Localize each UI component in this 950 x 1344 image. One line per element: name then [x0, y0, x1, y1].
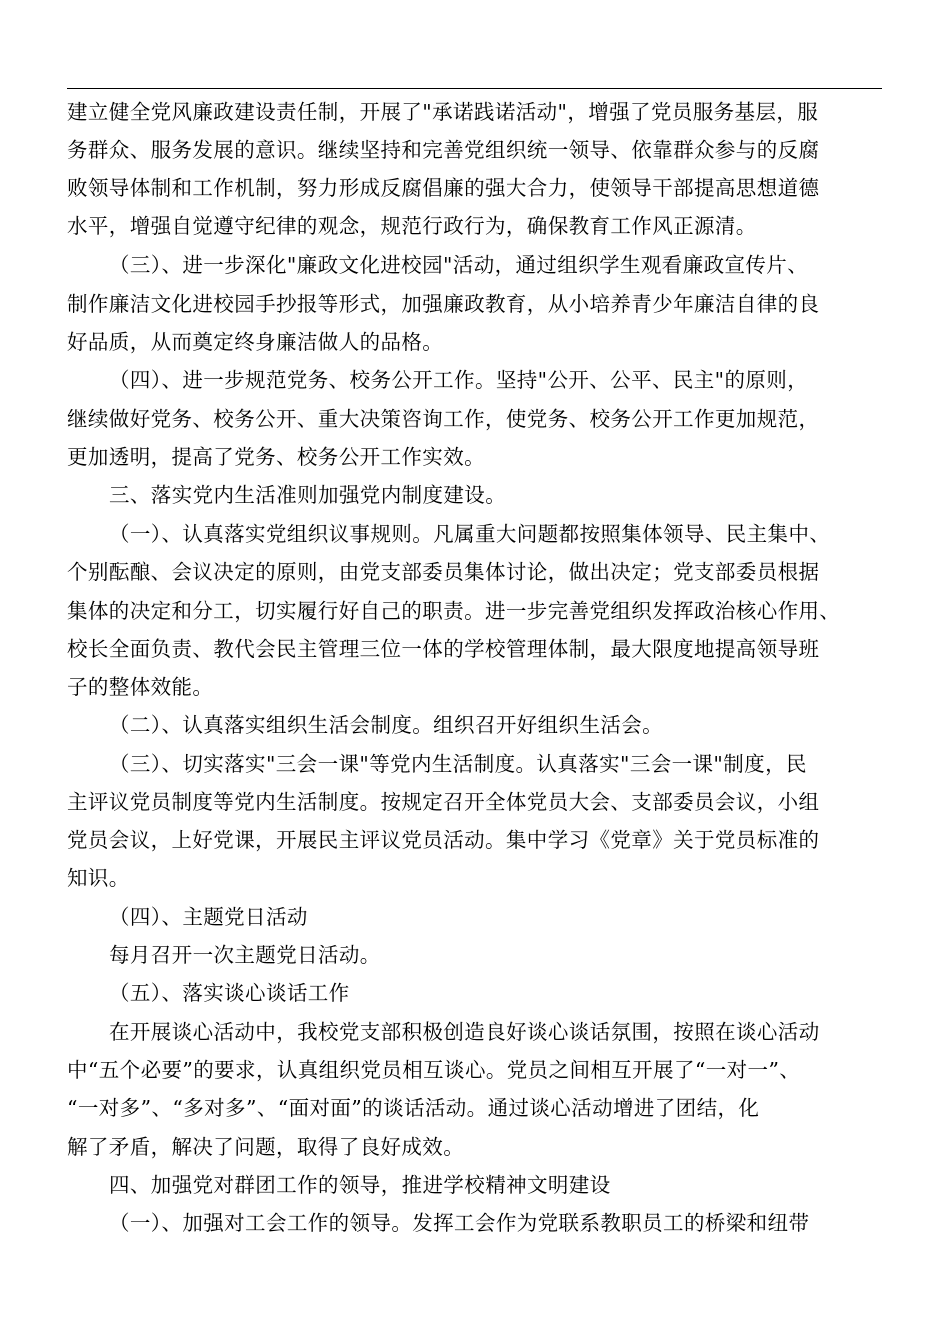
- paragraph-start-line: （三）、进一步深化"廉政文化进校园"活动，通过组织学生观看廉政宣传片、: [109, 253, 809, 277]
- paragraph-start-line: 在开展谈心活动中，我校党支部积极创造良好谈心谈话氛围，按照在谈心活动: [109, 1020, 820, 1044]
- text-line: 子的整体效能。: [67, 675, 214, 699]
- text-line: 解了矛盾，解决了问题，取得了良好成效。: [67, 1135, 465, 1159]
- text-line: 水平，增强自觉遵守纪律的观念，规范行政行为，确保教育工作风正源清。: [67, 214, 757, 238]
- text-line: 好品质，从而奠定终身廉洁做人的品格。: [67, 330, 444, 354]
- text-line: 中“五个必要”的要求，认真组织党员相互谈心。党员之间相互开展了“一对一”、: [67, 1058, 801, 1082]
- text-line: 建立健全党风廉政建设责任制，开展了"承诺践诺活动"，增强了党员服务基层，服: [67, 100, 819, 124]
- subsection-heading: （四）、主题党日活动: [109, 905, 308, 929]
- text-line: 继续做好党务、校务公开、重大决策咨询工作，使党务、校务公开工作更加规范，: [67, 407, 820, 431]
- paragraph-start-line: （四）、进一步规范党务、校务公开工作。坚持"公开、公平、民主"的原则，: [109, 368, 809, 392]
- text-line: 败领导体制和工作机制，努力形成反腐倡廉的强大合力，使领导干部提高思想道德: [67, 176, 820, 200]
- header-rule: [67, 88, 882, 89]
- text-line: 更加透明，提高了党务、校务公开工作实效。: [67, 445, 485, 469]
- section-heading: 四、加强党对群团工作的领导，推进学校精神文明建设: [109, 1173, 611, 1197]
- subsection-heading: （五）、落实谈心谈话工作: [109, 981, 350, 1005]
- text-line: 主评议党员制度等党内生活制度。按规定召开全体党员大会、支部委员会议，小组: [67, 790, 820, 814]
- text-line: 务群众、服务发展的意识。继续坚持和完善党组织统一领导、依靠群众参与的反腐: [67, 138, 820, 162]
- text-line: “一对多”、“多对多”、“面对面”的谈话活动。通过谈心活动增进了团结，化: [67, 1096, 760, 1120]
- section-heading: 三、落实党内生活准则加强党内制度建设。: [109, 483, 507, 507]
- text-line: 知识。: [67, 866, 130, 890]
- paragraph-start-line: 每月召开一次主题党日活动。: [109, 943, 381, 967]
- paragraph-start-line: （一）、加强对工会工作的领导。发挥工会作为党联系教职员工的桥梁和纽带: [109, 1211, 810, 1235]
- paragraph-start-line: （一）、认真落实党组织议事规则。凡属重大问题都按照集体领导、民主集中、: [109, 522, 831, 546]
- text-line: 集体的决定和分工，切实履行好自己的职责。进一步完善党组织发挥政治核心作用、: [67, 599, 841, 623]
- text-line: 党员会议，上好党课，开展民主评议党员活动。集中学习《党章》关于党员标准的: [67, 828, 820, 852]
- text-line: 校长全面负责、教代会民主管理三位一体的学校管理体制，最大限度地提高领导班: [67, 637, 820, 661]
- text-line: 个别酝酿、会议决定的原则，由党支部委员集体讨论，做出决定；党支部委员根据: [67, 560, 820, 584]
- paragraph-start-line: （三）、切实落实"三会一课"等党内生活制度。认真落实"三会一课"制度，民: [109, 752, 807, 776]
- text-line: 制作廉洁文化进校园手抄报等形式，加强廉政教育，从小培养青少年廉洁自律的良: [67, 292, 820, 316]
- paragraph-start-line: （二）、认真落实组织生活会制度。组织召开好组织生活会。: [109, 713, 664, 737]
